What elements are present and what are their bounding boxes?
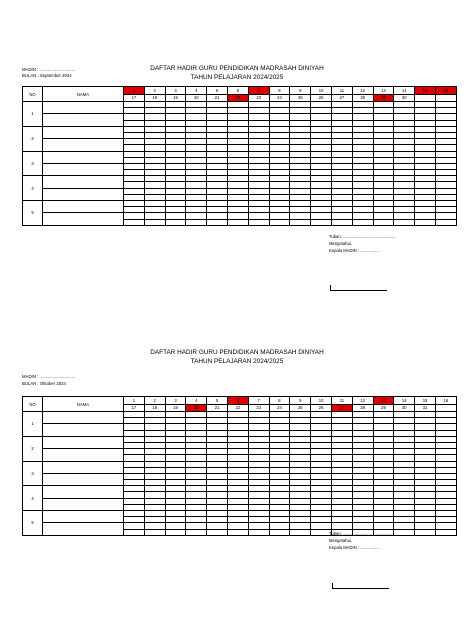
name-cell[interactable]	[43, 449, 124, 461]
day-cell	[435, 94, 456, 102]
attendance-cell[interactable]	[207, 219, 228, 225]
name-cell[interactable]	[43, 201, 124, 213]
day-cell: 13	[373, 87, 394, 95]
attendance-cell[interactable]	[290, 529, 311, 535]
name-cell[interactable]	[43, 511, 124, 523]
row-number: 2	[23, 436, 43, 461]
row-number: 3	[23, 151, 43, 176]
day-cell: 9	[290, 397, 311, 405]
day-cell: 25	[290, 404, 311, 412]
name-cell[interactable]	[43, 188, 124, 200]
attendance-cell[interactable]	[269, 219, 290, 225]
sheet-title: DAFTAR HADIR GURU PENDIDIKAN MADRASAH DINIYAH	[150, 65, 324, 72]
name-cell[interactable]	[43, 163, 124, 175]
signature-ack: Mengetahui,	[329, 241, 353, 246]
day-cell: 7	[248, 87, 269, 95]
name-cell[interactable]	[43, 126, 124, 138]
signature-line	[330, 290, 387, 291]
day-cell: 16	[435, 87, 456, 95]
attendance-cell[interactable]	[186, 529, 207, 535]
day-cell: 20	[186, 94, 207, 102]
day-cell: 30	[394, 404, 415, 412]
signature-place: Tuban, .............................................	[329, 234, 396, 239]
day-cell: 11	[331, 87, 352, 95]
day-cell: 22	[227, 404, 248, 412]
attendance-cell[interactable]	[415, 529, 436, 535]
day-cell: 14	[394, 87, 415, 95]
day-cell: 10	[311, 87, 332, 95]
header-no: NO	[23, 87, 43, 102]
day-cell: 18	[144, 94, 165, 102]
signature-place: Tuban, .............................................	[329, 531, 396, 536]
day-cell: 3	[165, 397, 186, 405]
day-cell: 13	[373, 397, 394, 405]
attendance-cell[interactable]	[394, 529, 415, 535]
day-cell: 1	[124, 87, 145, 95]
row-number: 4	[23, 176, 43, 201]
name-cell[interactable]	[43, 436, 124, 448]
attendance-table	[22, 86, 457, 226]
day-cell: 21	[207, 94, 228, 102]
name-cell[interactable]	[43, 461, 124, 473]
day-cell: 6	[227, 397, 248, 405]
signature-line-tick	[332, 583, 333, 588]
day-cell: 25	[290, 94, 311, 102]
day-cell: 14	[394, 397, 415, 405]
attendance-cell[interactable]	[165, 529, 186, 535]
bulan-field: BULAN : Oktober 2024	[22, 381, 66, 386]
day-cell: 19	[165, 94, 186, 102]
row-number: 2	[23, 126, 43, 151]
madin-field: MADIN : ..............................	[22, 374, 76, 379]
attendance-cell[interactable]	[144, 529, 165, 535]
day-cell: 16	[435, 397, 456, 405]
attendance-cell[interactable]	[435, 219, 456, 225]
day-cell: 29	[373, 94, 394, 102]
day-cell: 23	[248, 404, 269, 412]
sheet-subtitle: TAHUN PELAJARAN 2024/2025	[190, 358, 284, 365]
day-cell: 3	[165, 87, 186, 95]
day-cell: 8	[269, 87, 290, 95]
madin-field: MADIN : ..............................	[22, 67, 76, 72]
name-cell[interactable]	[43, 523, 124, 535]
day-cell: 2	[144, 397, 165, 405]
day-cell: 21	[207, 404, 228, 412]
day-cell: 12	[352, 397, 373, 405]
day-cell: 8	[269, 397, 290, 405]
day-cell: 24	[269, 94, 290, 102]
attendance-cell[interactable]	[352, 219, 373, 225]
attendance-cell[interactable]	[394, 219, 415, 225]
day-cell: 6	[227, 87, 248, 95]
name-cell[interactable]	[43, 412, 124, 424]
day-cell: 20	[186, 404, 207, 412]
attendance-cell[interactable]	[186, 219, 207, 225]
header-nama: NAMA	[43, 397, 124, 412]
day-cell	[435, 404, 456, 412]
day-cell: 28	[352, 404, 373, 412]
day-cell: 24	[269, 404, 290, 412]
day-cell: 15	[415, 397, 436, 405]
attendance-cell[interactable]	[248, 219, 269, 225]
attendance-cell[interactable]	[124, 219, 145, 225]
header-no: NO	[23, 397, 43, 412]
attendance-cell[interactable]	[269, 529, 290, 535]
row-number: 5	[23, 201, 43, 226]
name-cell[interactable]	[43, 176, 124, 188]
day-cell	[415, 94, 436, 102]
signature-head: Kepala MADIN : ................	[329, 248, 379, 253]
attendance-cell[interactable]	[144, 219, 165, 225]
attendance-cell[interactable]	[290, 219, 311, 225]
attendance-cell[interactable]	[124, 529, 145, 535]
day-cell: 4	[186, 397, 207, 405]
day-cell: 9	[290, 87, 311, 95]
name-cell[interactable]	[43, 151, 124, 163]
attendance-cell[interactable]	[331, 219, 352, 225]
day-cell: 18	[144, 404, 165, 412]
row-number: 3	[23, 461, 43, 486]
signature-ack: Mengetahui,	[329, 538, 353, 543]
day-cell: 11	[331, 397, 352, 405]
attendance-cell[interactable]	[227, 529, 248, 535]
signature-line-tick	[330, 285, 331, 290]
day-cell: 22	[227, 94, 248, 102]
name-cell[interactable]	[43, 498, 124, 510]
name-cell[interactable]	[43, 213, 124, 225]
day-cell: 28	[352, 94, 373, 102]
day-cell: 30	[394, 94, 415, 102]
signature-head: Kepala MADIN : ................	[329, 545, 379, 550]
header-nama: NAMA	[43, 87, 124, 102]
day-cell: 29	[373, 404, 394, 412]
signature-line	[332, 588, 389, 589]
row-number: 4	[23, 486, 43, 511]
row-number: 1	[23, 412, 43, 437]
day-cell: 1	[124, 397, 145, 405]
day-cell: 12	[352, 87, 373, 95]
bulan-field: BULAN : September 2024	[22, 73, 72, 78]
name-cell[interactable]	[43, 473, 124, 485]
day-cell: 17	[124, 404, 145, 412]
attendance-cell[interactable]	[165, 219, 186, 225]
day-cell: 23	[248, 94, 269, 102]
sheet-subtitle: TAHUN PELAJARAN 2024/2025	[190, 74, 284, 81]
attendance-cell[interactable]	[248, 529, 269, 535]
day-cell: 17	[124, 94, 145, 102]
name-cell[interactable]	[43, 114, 124, 126]
name-cell[interactable]	[43, 102, 124, 114]
day-cell: 2	[144, 87, 165, 95]
day-cell: 15	[415, 87, 436, 95]
day-cell: 19	[165, 404, 186, 412]
sheet-title: DAFTAR HADIR GURU PENDIDIKAN MADRASAH DINIYAH	[150, 349, 324, 356]
name-cell[interactable]	[43, 424, 124, 436]
attendance-cell[interactable]	[207, 529, 228, 535]
attendance-cell[interactable]	[227, 219, 248, 225]
name-cell[interactable]	[43, 486, 124, 498]
day-cell: 10	[311, 397, 332, 405]
day-cell: 27	[331, 94, 352, 102]
attendance-cell[interactable]	[415, 219, 436, 225]
attendance-cell[interactable]	[311, 219, 332, 225]
attendance-cell[interactable]	[435, 529, 456, 535]
day-cell: 4	[186, 87, 207, 95]
day-cell: 27	[331, 404, 352, 412]
attendance-table	[22, 396, 457, 536]
row-number: 5	[23, 511, 43, 536]
day-cell: 5	[207, 397, 228, 405]
day-cell: 31	[415, 404, 436, 412]
day-cell: 7	[248, 397, 269, 405]
attendance-cell[interactable]	[373, 219, 394, 225]
day-cell: 26	[311, 94, 332, 102]
day-cell: 5	[207, 87, 228, 95]
name-cell[interactable]	[43, 139, 124, 151]
day-cell: 26	[311, 404, 332, 412]
row-number: 1	[23, 102, 43, 127]
